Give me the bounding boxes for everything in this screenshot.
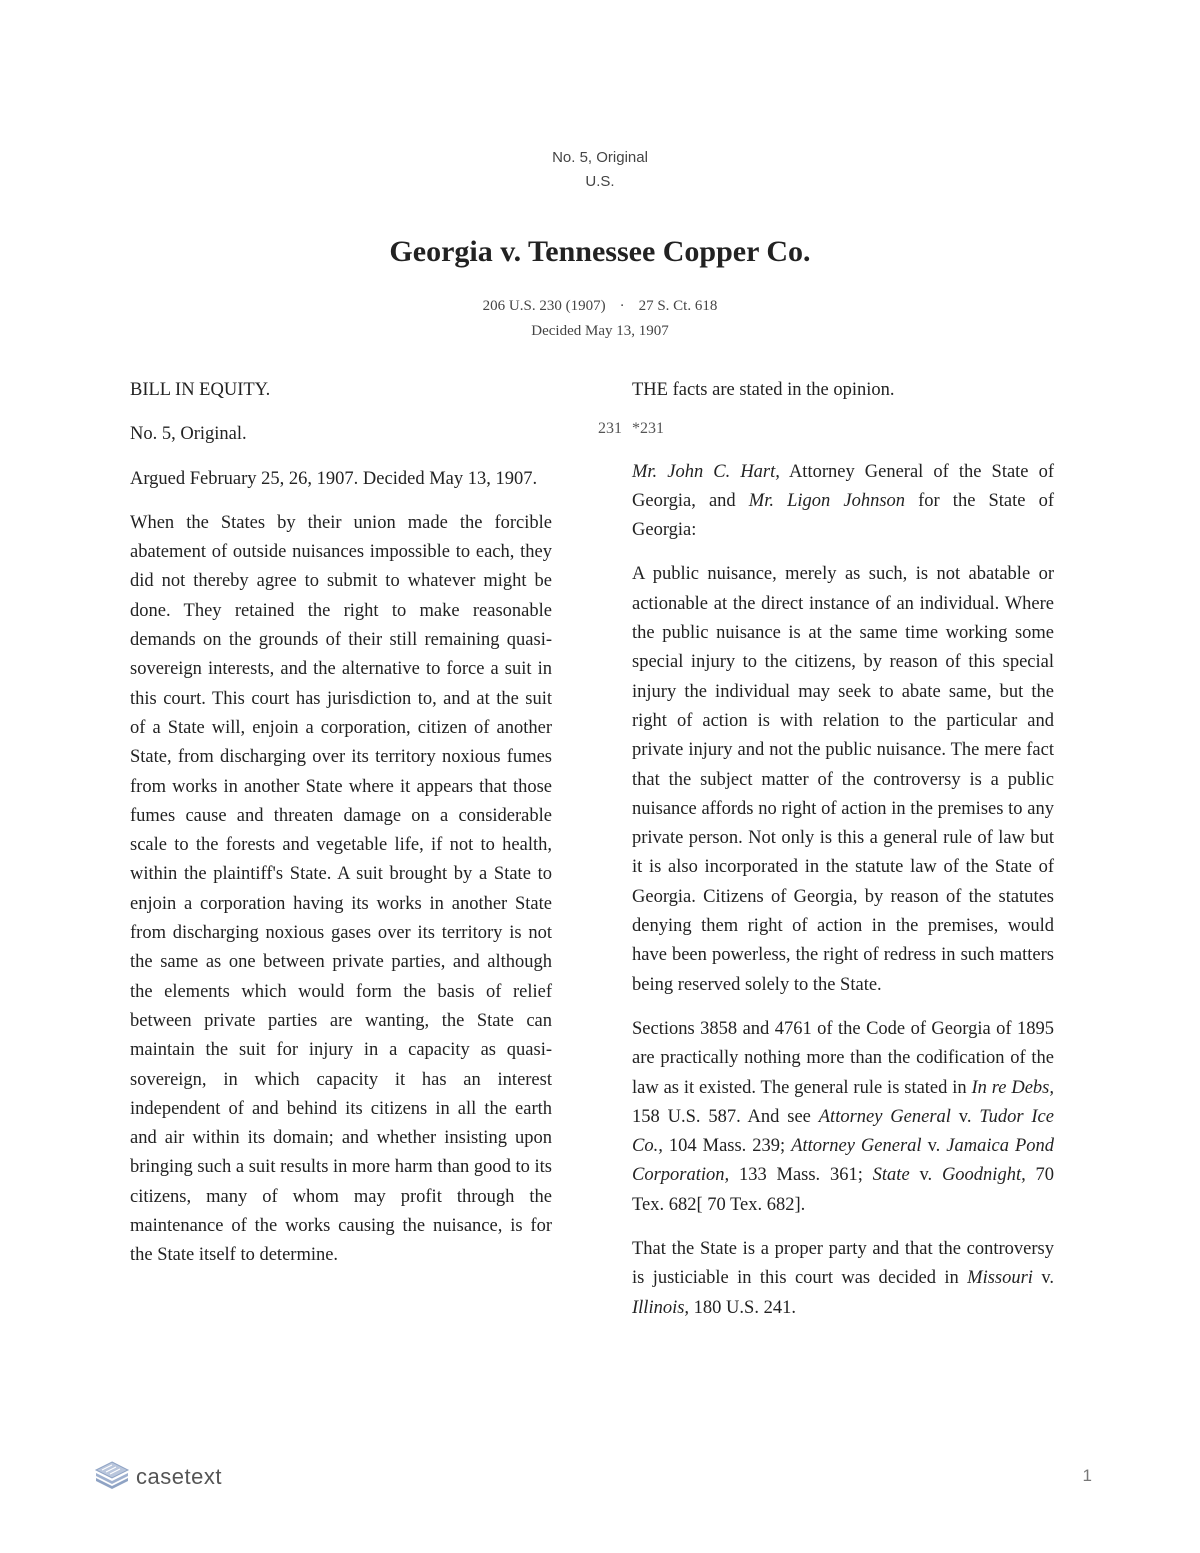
logo-text: casetext [136,1463,222,1489]
text-span: 133 Mass. 361; [729,1165,873,1186]
counsel-name-hart: Mr. John C. Hart, [632,461,780,482]
case-party[interactable]: Goodnight, [941,1165,1026,1186]
case-party[interactable]: Attorney General [791,1136,922,1157]
counsel-text: Attorney General of the State of Georgia, and [632,461,1054,511]
citation-line [0,294,1200,319]
bill-in-equity: BILL IN EQUITY. [130,380,271,400]
versus: v. [921,1136,947,1157]
justiciable-paragraph [632,1235,1054,1323]
case-party[interactable]: State [872,1165,910,1186]
text-span: That the State is a proper party and that the controversy is justiciable in this court was decided in [632,1239,1054,1289]
right-column [598,376,1055,1338]
decided-date: Decided May 13, 1907 [531,323,669,339]
case-title: Georgia v. Tennessee Copper Co. [389,235,811,268]
versus: v. [950,1106,980,1127]
case-party[interactable]: Missouri [967,1268,1033,1289]
text-span: 158 U.S. 587. And see [632,1106,819,1127]
stacked-layers-icon [94,1458,130,1495]
citation-separator: · [619,298,625,314]
argued-decided: Argued February 25, 26, 1907. Decided May 13, 1907. [130,468,538,489]
facts-statement: THE facts are stated in the opinion. [632,380,895,400]
left-column [130,376,552,1286]
argument-paragraph: A public nuisance, merely as such, is not abatable or actionable at the direct instance of an individual. Where the public nuisance is at the same time working some special injury to the citizens, by reason of this special injury the individual may seek to abate same, but the right of action is with relation to the particular and private injury and not the public nuisance. The mere fact that the subject matter of the controversy is a public nuisance affords no right of action in the premises to any private person. Not only is this a general rule of law but it is also incorporated in the statute law of the State of Georgia. Citizens of Georgia, by reason of the statutes denying them right of action in the premises, would have been powerless, the right of redress in such matters being reserved solely to the State. [632,564,1054,995]
headnote-paragraph: When the States by their union made the forcible abatement of outside nuisances impossible to each, they did not thereby agree to submit to whatever might be done. They retained the right to make reasonable demands on the grounds of their still remaining quasi-sovereign interests, and the alternative to force a suit in this court. This court has jurisdiction to, and at the suit of a State will, enjoin a corporation, citizen of another State, from discharging over its territory noxious fumes from works in another State where it appears that those fumes cause and threaten damage on a considerable scale to the forests and vegetable life, if not to health, within the plaintiff's State. A suit brought by a State to enjoin a corporation having its works in another State from discharging noxious gases over its territory is not the same as one between private parties, and although the elements which would form the basis of relief between private parties are wanting, the State can maintain the suit for injury in a capacity as quasi-sovereign, in which capacity it has an interest independent of and behind its citizens in all the earth and air within its domain; and whether insisting upon bringing such a suit results in more harm than good to its citizens, many of whom may profit through the maintenance of the works causing the nuisance, is for the State itself to determine. [130,512,552,1266]
page-marker-number: 231 [598,420,622,438]
counsel-text-end: for the State of Georgia: [632,490,1055,541]
case-party[interactable]: Tudor Ice Co., [632,1106,1054,1157]
case-party[interactable]: Attorney General [818,1106,951,1127]
case-party[interactable]: Illinois, [632,1297,690,1318]
counsel-name-johnson: Mr. Ligon Johnson [748,490,906,511]
versus: v. [1032,1268,1054,1289]
page-number: 1 [1082,1466,1092,1485]
court-name: U.S. [585,173,615,190]
case-party[interactable]: Jamaica Pond Corporation, [632,1136,1054,1186]
versus: v. [909,1165,942,1186]
case-cite-debs[interactable]: In re Debs, [971,1077,1055,1098]
text-span: 70 Tex. 682[ 70 Tex. 682]. [632,1165,1054,1215]
text-span: Sections 3858 and 4761 of the Code of Georgia of 1895 are practically nothing more than the codification of the law as it existed. The general rule is stated in [632,1018,1054,1098]
page-marker [598,414,1054,443]
code-sections-paragraph [632,1015,1054,1220]
docket-number: No. 5, Original [552,149,648,166]
docket-original: No. 5, Original. [130,424,247,445]
counsel-paragraph [632,458,1054,546]
text-span: 180 U.S. 241. [689,1297,796,1318]
document-header [0,146,1200,344]
casetext-logo[interactable] [94,1458,222,1495]
citation-us: 206 U.S. 230 (1907) [482,298,606,314]
text-span: 104 Mass. 239; [662,1136,792,1157]
page-marker-star: *231 [632,420,664,438]
citation-sct: 27 S. Ct. 618 [638,298,718,314]
